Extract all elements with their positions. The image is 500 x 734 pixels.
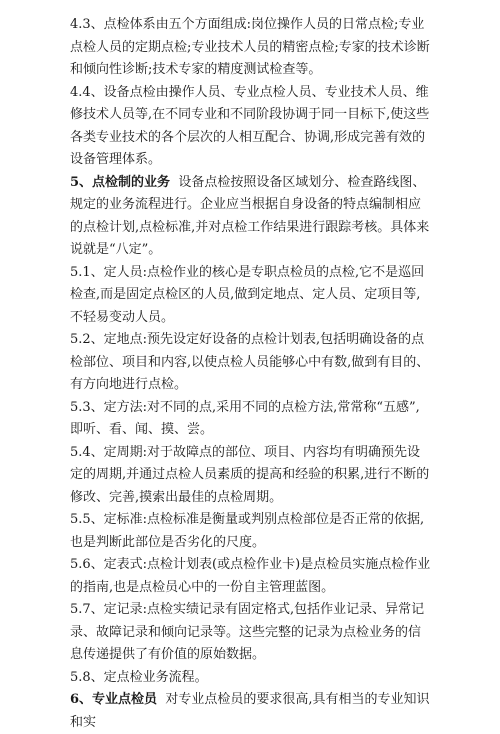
paragraph-text: 5.6、定表式:点检计划表(或点检作业卡)是点检员实施点检作业的指南,也是点检员心中的一份自主管理蓝图。 <box>70 557 431 595</box>
section-6-heading-paragraph <box>70 689 432 734</box>
section-5-heading-paragraph <box>70 172 432 262</box>
paragraph-5-8 <box>70 667 432 690</box>
paragraph-text: 5.7、定记录:点检实绩记录有固定格式,包括作业记录、异常记录、故障记录和倾向记录等。这些完整的记录为点检业务的信息传递提供了有价值的原始数据。 <box>70 602 425 662</box>
paragraph-5-4 <box>70 442 432 510</box>
section-heading: 5、点检制的业务 <box>70 174 171 190</box>
paragraph-4-3 <box>70 14 432 82</box>
section-heading: 6、专业点检员 <box>70 692 158 707</box>
paragraph-text: 对专业点检员的要求很高,具有相当的专业知识和实 <box>70 692 430 730</box>
paragraph-text: 5.4、定周期:对于故障点的部位、项目、内容均有明确预先设定的周期,并通过点检人员素质的提高和经验的积累,进行不断的修改、完善,摸索出最佳的点检周期。 <box>70 444 430 505</box>
paragraph-5-1 <box>70 262 432 330</box>
paragraph-5-5 <box>70 509 432 554</box>
paragraph-5-7 <box>70 599 432 667</box>
paragraph-text: 设备点检按照设备区域划分、检查路线图、规定的业务流程进行。企业应当根据自身设备的特点编制相应的点检计划,点检标准,并对点检工作结果进行跟踪考核。具体来说就是“八定”。 <box>70 174 430 257</box>
paragraph-5-6 <box>70 554 432 599</box>
paragraph-text: 4.3、点检体系由五个方面组成:岗位操作人员的日常点检;专业点检人员的定期点检;专业技术人员的精密点检;专家的技术诊断和倾向性诊断;技术专家的精度测试检查等。 <box>70 17 430 77</box>
paragraph-text: 5.8、定点检业务流程。 <box>70 669 208 685</box>
paragraph-5-2 <box>70 329 432 397</box>
paragraph-text: 4.4、设备点检由操作人员、专业点检人员、专业技术人员、维修技术人员等,在不同专业和不同阶段协调于同一目标下,使这些各类专业技术的各个层次的人相互配合、协调,形成完善有效的设备管理体系。 <box>70 84 430 167</box>
paragraph-4-4 <box>70 82 432 172</box>
paragraph-text: 5.1、定人员:点检作业的核心是专职点检员的点检,它不是巡回检查,而是固定点检区的人员,做到定地点、定人员、定项目等,不轻易变动人员。 <box>70 264 425 325</box>
paragraph-text: 5.5、定标准:点检标准是衡量或判别点检部位是否正常的依据,也是判断此部位是否劣化的尺度。 <box>70 512 425 550</box>
paragraph-text: 5.3、定方法:对不同的点,采用不同的点检方法,常常称“五感”,即听、看、闻、摸、尝。 <box>70 399 420 437</box>
paragraph-5-3 <box>70 397 432 442</box>
paragraph-text: 5.2、定地点:预先设定好设备的点检计划表,包括明确设备的点检部位、项目和内容,以使点检人员能够心中有数,做到有目的、有方向地进行点检。 <box>70 332 430 392</box>
